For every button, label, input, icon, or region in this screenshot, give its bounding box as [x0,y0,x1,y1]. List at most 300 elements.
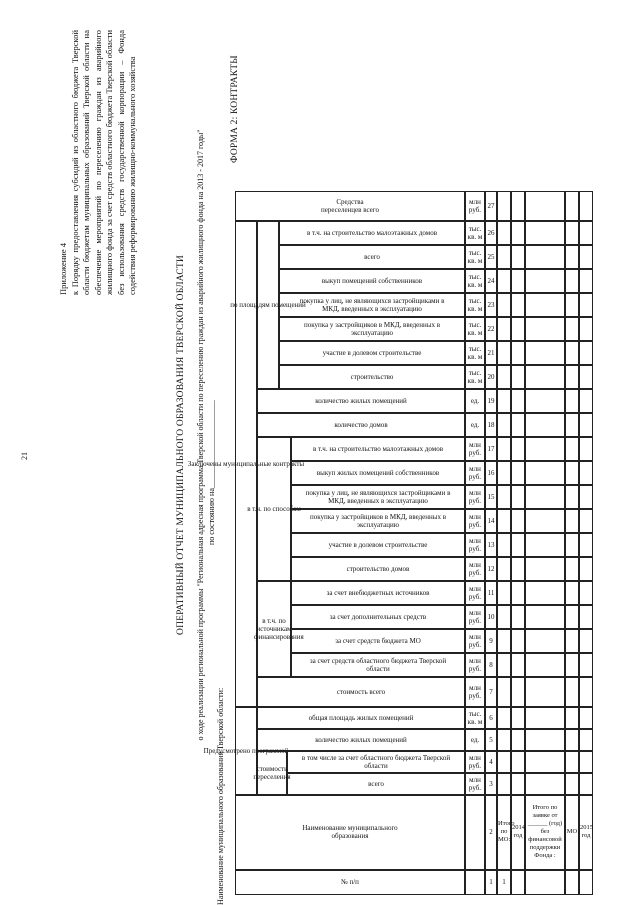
by-method-group-header [247,437,301,581]
table-cell [579,317,593,341]
municipality-line: Наименование муниципального образования Тверской области: [216,687,225,905]
table-cell [525,533,565,557]
table-cell [511,707,525,729]
cost-group-header-label: стоимость переселения [253,765,291,781]
unit-label: млн руб. [468,657,482,673]
unit-label: млн руб. [468,465,482,481]
h-src-regional-label: за счет средств областного бюджета Тверской области [309,657,447,673]
table-cell [497,461,511,485]
h-m-buy-new [291,509,465,533]
unit-label: тыс. кв. м [467,345,483,361]
column-number: 21 [487,349,495,357]
table-cell [511,317,525,341]
row-label: 2015 год [580,824,593,840]
table-cell [579,653,593,677]
column-number-cell [485,707,497,729]
h-src-nonbudget-label: за счет внебюджетных источников [326,589,430,597]
row-label-cell [511,795,525,870]
col-name-header-label: Наименование муниципального образования [302,824,398,841]
column-number-cell [485,293,497,317]
table-cell [497,485,511,509]
table-cell [579,751,593,773]
column-number: 24 [487,277,495,285]
column-number: 6 [489,714,493,722]
table-cell [565,365,579,389]
table-cell [511,509,525,533]
table-cell [525,509,565,533]
table-cell [579,221,593,245]
column-number: 13 [487,541,495,549]
h-a-build-label: строительство [350,373,394,381]
col-no-header-label: № п/п [341,878,359,887]
column-number-cell [485,533,497,557]
table-cell [525,485,565,509]
report-subtitle: о ходе реализации региональной программы "Региональная адресная программа Тверской области по переселению граждан из аварийного жилищного фонда на 2013 - 2017 годы" [196,129,205,741]
column-number: 22 [487,325,495,333]
table-cell [565,413,579,437]
column-number-cell [485,729,497,751]
unit-cell [465,605,485,629]
table-cell [511,413,525,437]
unit-label: тыс. кв. м [467,321,483,337]
table-cell [565,485,579,509]
column-number-cell [485,317,497,341]
table-cell [497,533,511,557]
column-number-cell [485,485,497,509]
table-cell [565,437,579,461]
table-cell [565,557,579,581]
row-label: МО [566,828,578,836]
column-number: 26 [487,229,495,237]
table-cell [497,751,511,773]
unit-label: тыс. кв. м [467,369,483,385]
table-cell [511,773,525,795]
unit-cell [465,581,485,605]
h-a-buy-new-label: покупка у застройщиков в МКД, введенных в эксплуатацию [303,321,441,337]
column-number-cell [485,413,497,437]
h-m-buyout-label: выкуп жилых помещений собственников [316,469,440,477]
table-cell [565,509,579,533]
table-cell [525,365,565,389]
contracts-group-header-label: Заключены муниципальные контракты [187,460,305,468]
form-label: ФОРМА 2: КОНТРАКТЫ [230,55,240,163]
table-cell [497,317,511,341]
appendix-block [58,30,139,295]
unit-label: тыс. кв. м [467,710,483,726]
unit-label: млн руб. [468,537,482,553]
unit-cell [465,341,485,365]
table-cell [497,557,511,581]
table-cell [497,677,511,707]
table-cell [525,653,565,677]
by-area-group-header [230,221,306,389]
column-number-cell [485,557,497,581]
unit-label: тыс. кв. м [467,273,483,289]
h-total-label: всего [368,780,384,788]
table-cell [565,269,579,293]
table-cell [525,461,565,485]
col-name-header [235,795,465,870]
table-cell [511,461,525,485]
unit-cell [465,751,485,773]
unit-cell [465,509,485,533]
h-src-regional [291,653,465,677]
column-number-cell [485,221,497,245]
column-number: 25 [487,253,495,261]
table-cell [497,245,511,269]
col-no-header [235,870,465,895]
h-src-extra [291,605,465,629]
unit-cell [465,245,485,269]
h-total [287,773,465,795]
h-contract-cost-label: стоимость всего [336,688,386,696]
table-cell [565,221,579,245]
row-label: Итого по МО: [498,820,515,844]
row-label-cell [579,795,593,870]
h-m-shared-label: участие в долевом строительстве [328,541,428,549]
h-src-mo-label: за счет средств бюджета МО [335,637,421,645]
unit-cell-empty [465,870,485,895]
column-number-cell [485,605,497,629]
unit-label: тыс. кв. м [467,225,483,241]
table-cell [511,221,525,245]
unit-label: млн руб. [468,609,482,625]
unit-label: млн руб. [468,441,482,457]
table-cell [511,245,525,269]
table-cell [525,751,565,773]
row-number: 1 [502,878,506,887]
column-number: 5 [489,736,493,744]
column-number-cell [485,269,497,293]
table-cell [497,269,511,293]
table-cell [565,317,579,341]
column-number: 18 [487,421,495,429]
h-relocatee-funds [235,191,465,221]
unit-label: млн руб. [468,633,482,649]
table-cell [579,629,593,653]
column-number-cell [485,191,497,221]
table-cell [497,365,511,389]
table-cell [525,707,565,729]
table-cell [497,729,511,751]
h-m-lowrise-label: в т.ч. на строительство малоэтажных домов [312,445,444,453]
unit-label: млн руб. [468,513,482,529]
column-number-cell [485,245,497,269]
table-cell [525,729,565,751]
h-m-lowrise [291,437,465,461]
h-src-nonbudget [291,581,465,605]
unit-cell [465,461,485,485]
table-cell [525,245,565,269]
h-a-buy-other-label: покупка у лиц, не являющихся застройщиками в МКД, введенных в эксплуатацию [299,297,445,313]
h-m-buy-other [291,485,465,509]
table-cell [565,707,579,729]
row-label: Итого по заявке от ______ (год) без финансовой поддержки Фонда : [527,804,563,860]
table-cell [525,677,565,707]
table-cell [497,773,511,795]
column-number-cell [485,653,497,677]
column-number: 20 [487,373,495,381]
unit-label: млн руб. [468,489,482,505]
table-cell [565,605,579,629]
page-number: 21 [20,452,29,460]
table-cell [579,557,593,581]
table-cell [565,581,579,605]
column-number: 11 [487,589,495,597]
column-number: 4 [489,758,493,766]
column-number: 10 [487,613,495,621]
table-cell [497,605,511,629]
appendix-title: Приложение 4 [58,243,68,295]
h-count-houses [257,413,465,437]
h-a-total-label: всего [364,253,380,261]
h-count-premises [257,729,465,751]
h-src-extra-label: за счет дополнительных средств [329,613,427,621]
column-number: 16 [487,469,495,477]
unit-cell [465,707,485,729]
unit-cell [465,629,485,653]
table-cell [579,677,593,707]
h-count-premises2-label: количество жилых помещений [315,397,407,405]
table-cell [497,707,511,729]
table-cell [579,269,593,293]
table-cell [565,729,579,751]
column-number: 9 [489,637,493,645]
h-m-buy-new-label: покупка у застройщиков в МКД, введенных в эксплуатацию [309,513,447,529]
table-cell [579,191,593,221]
h-a-buyout-label: выкуп помещений собственников [321,277,423,285]
table-cell [565,461,579,485]
unit-cell [465,293,485,317]
table-cell [579,389,593,413]
table-cell [497,629,511,653]
table-cell [525,221,565,245]
unit-cell [465,485,485,509]
unit-label: ед. [470,736,480,744]
unit-label: млн руб. [468,561,482,577]
unit-label: млн руб. [468,684,482,700]
column-number-cell [485,581,497,605]
unit-cell [465,557,485,581]
table-cell [525,317,565,341]
h-relocatee-funds-label: Средства переселенцев всего [321,198,379,214]
table-cell [525,389,565,413]
table-cell [497,509,511,533]
table-cell [511,751,525,773]
table-cell [511,437,525,461]
table-cell [565,751,579,773]
table-cell [511,557,525,581]
column-number: 7 [489,688,493,696]
row-label-cell [497,795,515,870]
unit-cell [465,653,485,677]
column-number: 27 [487,202,495,210]
table-cell [525,293,565,317]
table-cell [579,293,593,317]
unit-label: млн руб. [468,585,482,601]
h-a-total [279,245,465,269]
table-cell [511,365,525,389]
column-number-cell [485,677,497,707]
row-label: 2014 год [512,824,525,840]
row-label-cell [565,795,579,870]
unit-label: млн руб. [468,776,482,792]
h-a-build [279,365,465,389]
table-cell [511,389,525,413]
appendix-text: к Порядку предоставления субсидий из областного бюджета Тверской области бюджетам муниципальных образований Тверской области на обеспечение мероприятий по переселению граждан из аварийного жилищного фонда за счет средств областного бюджета Тверской области без использования средств государственной корпорации – Фонда содействия реформированию жилищно-коммунального хозяйства [69,30,137,295]
table-cell [497,413,511,437]
row-label-cell [525,795,565,870]
h-regional [287,751,465,773]
table-cell [497,437,511,461]
table-cell [579,707,593,729]
h-src-mo [291,629,465,653]
table-cell [579,729,593,751]
unit-cell [465,269,485,293]
unit-cell [465,317,485,341]
unit-cell-empty [465,795,485,870]
by-area-group-header-label: по площадям помещений [230,301,306,309]
column-number-cell [485,437,497,461]
table-cell [565,533,579,557]
table-cell [565,677,579,707]
h-count-premises-label: количество жилых помещений [315,736,407,744]
column-number-cell [485,509,497,533]
column-number: 23 [487,301,495,309]
h-m-buy-other-label: покупка у лиц, не являющихся застройщиками в МКД, введенных в эксплуатацию [305,489,451,505]
table-cell [565,389,579,413]
unit-label: млн руб. [468,198,482,214]
table-cell [579,413,593,437]
unit-label: ед. [470,397,480,405]
column-number: 14 [487,517,495,525]
column-number: 17 [487,445,495,453]
unit-cell [465,191,485,221]
table-cell [525,269,565,293]
column-number-cell [485,461,497,485]
table-cell [579,461,593,485]
table-cell [511,269,525,293]
table-cell [497,653,511,677]
table-cell [565,653,579,677]
table-cell [511,653,525,677]
cost-group-header [253,751,291,795]
unit-cell [465,221,485,245]
table-cell [565,341,579,365]
table-cell [579,341,593,365]
column-number-cell [485,773,497,795]
table-cell [511,533,525,557]
table-cell [511,629,525,653]
column-number-cell [485,341,497,365]
unit-label: млн руб. [468,754,482,770]
unit-cell [465,365,485,389]
table-cell [525,413,565,437]
column-number: 1 [489,878,493,887]
unit-cell [465,389,485,413]
column-number-cell [485,795,497,870]
table-cell [511,581,525,605]
table-cell [511,341,525,365]
h-a-shared [279,341,465,365]
table-cell [525,581,565,605]
unit-cell [465,437,485,461]
table-cell [511,191,525,221]
h-a-lowrise-label: в т.ч. на строительство малоэтажных домов [306,229,438,237]
h-m-buyout [291,461,465,485]
table-cell [525,629,565,653]
table-cell [511,605,525,629]
table-cell [579,437,593,461]
column-number-cell [485,629,497,653]
table-cell [565,245,579,269]
table-cell [579,870,593,895]
table-cell [525,870,565,895]
column-number: 19 [487,397,495,405]
table-cell [497,870,511,895]
table-cell [579,245,593,269]
table-cell [565,773,579,795]
h-count-premises2 [257,389,465,413]
by-method-group-header-label: в т.ч. по способам [247,505,301,513]
column-number: 8 [489,661,493,669]
h-a-buyout [279,269,465,293]
h-m-build-label: строительство домов [346,565,410,573]
unit-label: тыс. кв. м [467,297,483,313]
table-cell [511,485,525,509]
table-cell [565,870,579,895]
table-cell [511,293,525,317]
table-cell [579,605,593,629]
table-cell [579,533,593,557]
table-cell [525,191,565,221]
table-cell [497,341,511,365]
column-number-cell [485,365,497,389]
unit-label: тыс. кв. м [467,249,483,265]
h-regional-label: в том числе за счет областного бюджета Тверской области [301,754,451,770]
h-total-area [257,707,465,729]
h-a-lowrise [279,221,465,245]
table-cell [565,293,579,317]
table-cell [497,293,511,317]
h-contract-cost [257,677,465,707]
table-cell [525,773,565,795]
column-number-cell [485,389,497,413]
report-date-line: по состоянию на______________________ [207,400,216,545]
table-cell [565,191,579,221]
table-cell [525,437,565,461]
table-cell [525,557,565,581]
column-number-cell [485,870,497,895]
unit-cell [465,677,485,707]
h-total-area-label: общая площадь жилых помещений [308,714,414,722]
column-number-cell [485,751,497,773]
table-cell [497,581,511,605]
table-cell [579,365,593,389]
column-number: 15 [487,493,495,501]
h-count-houses-label: количество домов [334,421,388,429]
planned-group-header-label: Предусмотрено программой [203,747,289,755]
unit-label: ед. [470,421,480,429]
h-a-buy-new [279,317,465,341]
unit-cell [465,533,485,557]
by-source-group-header [254,581,304,677]
table-cell [511,729,525,751]
h-m-build [291,557,465,581]
h-m-shared [291,533,465,557]
unit-cell [465,773,485,795]
table-cell [579,509,593,533]
